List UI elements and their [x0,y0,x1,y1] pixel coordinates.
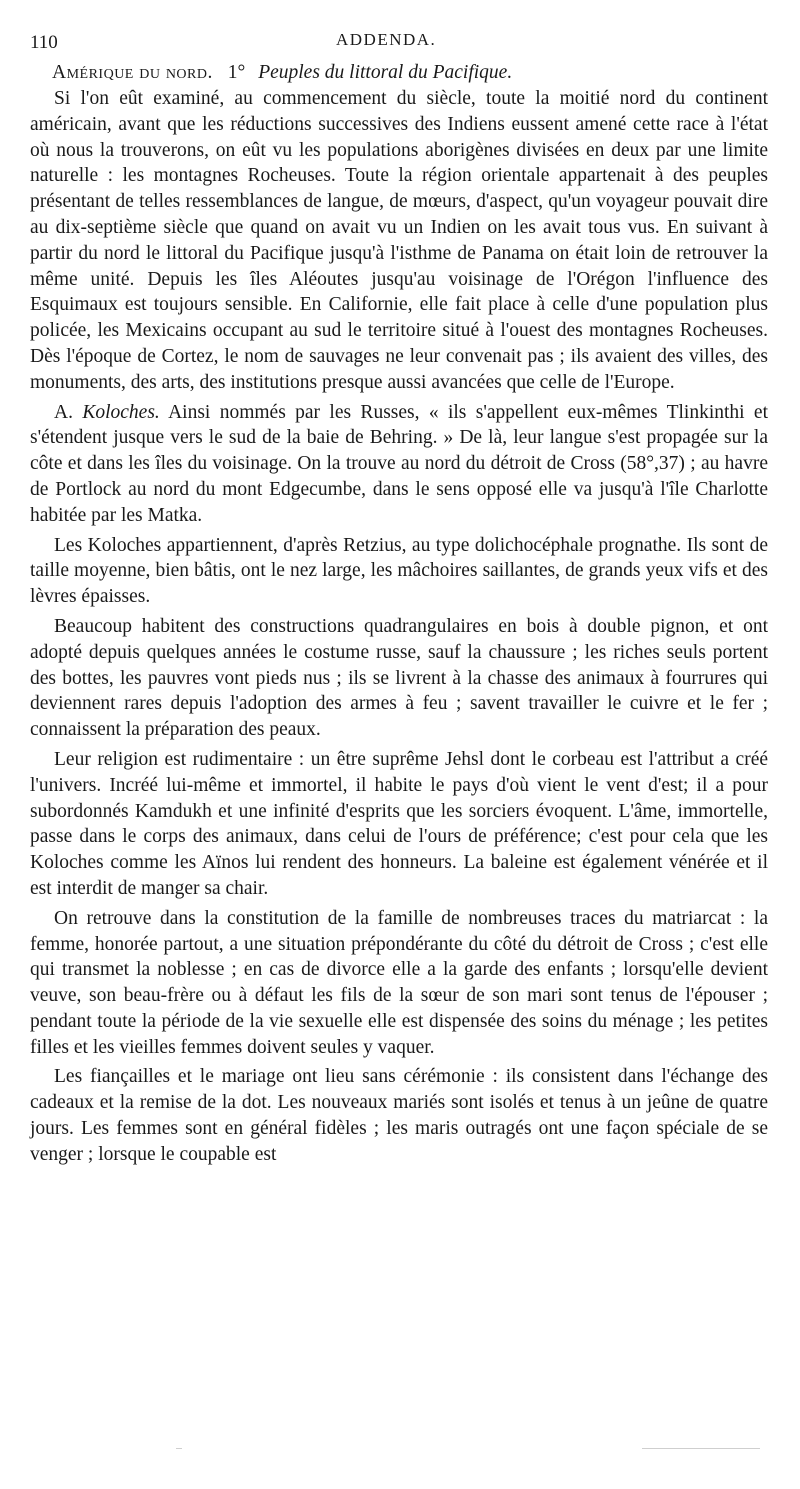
paragraph-label-prefix: A. [54,401,73,423]
paragraph-habitat: Beaucoup habitent des constructions quadrangulaires en bois à double pignon, et ont adopté depuis quelques années le costume russe, sauf la chaussure ; les riches seuls portent des bottes, les pauvres vont pieds nus ; ils se livrent à la chasse des animaux à fourrures qui deviennent rares depuis l'adoption des armes à feu ; savent travailler le cuivre et le fer ; connaissent la préparation des peaux. [30,615,768,741]
paragraph-koloches [30,400,768,529]
page [30,26,768,1172]
page-header [30,26,768,54]
paragraph-religion: Leur religion est rudimentaire : un être suprême Jehsl dont le corbeau est l'attribut a créé l'univers. Incréé lui-même et immortel, il habite le pays d'où vient le vent d'est; il a pour subordonnés Kamdukh et une infinité d'esprits que les sorciers évoquent. L'âme, immortelle, passe dans le corps des animaux, dans celui de l'ours de préférence; c'est pour cela que les Koloches comme les Aïnos lui rendent des honneurs. La baleine est également vénérée et il est interdit de manger sa chair. [30,748,768,899]
paragraph-family: On retrouve dans la constitution de la famille de nombreuses traces du matriarcat : la femme, honorée partout, a une situation prépondérante du côté du détroit de Cross ; c'est elle qui transmet la noblesse ; en cas de divorce elle a la garde des enfants ; lorsqu'elle devient veuve, son beau-frère ou à défaut les fils de la sœur de son mari sont tenus de l'épouser ; pendant toute la période de la vie sexuelle elle est dispensée des soins du ménage ; les petites filles et les vieilles femmes doivent seules y vaquer. [30,907,768,1058]
footer-mark-right [642,1448,760,1449]
paragraph-physique: Les Koloches appartiennent, d'après Retzius, au type dolichocéphale prognathe. Ils sont de taille moyenne, bien bâtis, ont le nez large, les mâchoires saillantes, de grands yeux vifs et des lèvres épaisses. [30,534,768,608]
paragraph-marriage: Les fiançailles et le mariage ont lieu sans cérémonie : ils consistent dans l'échange des cadeaux et la remise de la dot. Les nouveaux mariés sont isolés et tenus à un jeûne de quatre jours. Les femmes sont en général fidèles ; les maris outragés ont une façon spéciale de se venger ; lorsque le coupable est [30,1066,768,1165]
paragraph-label-italic: Koloches. [82,401,160,423]
section-number: 1° [227,62,246,83]
paragraph-intro: Si l'on eût examiné, au commencement du siècle, toute la moitié nord du continent américain, avant que les réductions successives des Indiens eussent amené cette race à l'état où nous la trouverons, on eût vu les populations aborigènes divisées en deux par une limite naturelle : les montagnes Rocheuses. Toute la région orientale appartenait à des peuples présentant de telles ressemblances de langue, de mœurs, d'aspect, qu'un voyageur pouvait dire au dix-septième siècle que quand on avait vu un Indien on les avait tous vus. En suivant à partir du nord le littoral du Pacifique jusqu'à l'isthme de Panama on était loin de retrouver la même unité. Depuis les îles Aléoutes jusqu'au voisinage de l'Orégon l'influence des Esquimaux est toujours sensible. En Californie, elle fait place à celle d'une population plus policée, les Mexicains occupant au sud le territoire situé à l'ouest des montagnes Rocheuses. Dès l'époque de Cortez, le nom de sauvages ne leur convenait pas ; ils avaient des villes, des monuments, des arts, des institutions presque aussi avancées que celle de l'Europe. [30,88,768,393]
paragraph-koloches-text: Ainsi nommés par les Russes, « ils s'appellent eux-mêmes Tlinkinthi et s'étendent jusque vers le sud de la baie de Behring. » De là, leur langue s'est propagée sur la côte et dans les îles du voisinage. On la trouve au nord du détroit de Cross (58°,37) ; au havre de Portlock au nord du mont Edgecumbe, dans le sens opposé elle va jusqu'à l'île Charlotte habitée par les Matka. [30,401,769,526]
section-title: Peuples du littoral du Pacifique. [258,62,513,83]
page-number: 110 [30,32,58,53]
section-region: Amérique du nord. [52,62,213,83]
section-heading [52,60,768,86]
running-head: ADDENDA. [336,30,437,49]
footer-mark-left [176,1448,182,1449]
